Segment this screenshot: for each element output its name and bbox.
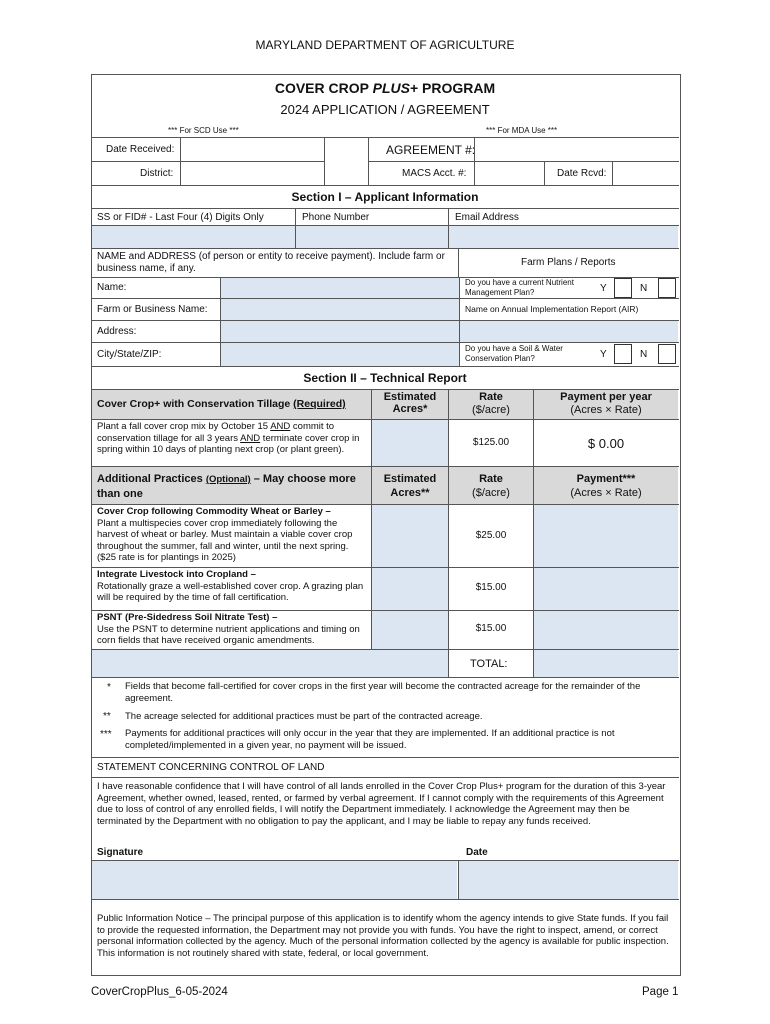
livestock-rate: $15.00 — [475, 582, 507, 593]
payment-header: Payment per year (Acres × Rate) — [560, 391, 652, 416]
note-3-mark: *** — [100, 729, 112, 740]
email-input[interactable] — [449, 226, 678, 248]
mda-use-label: *** For MDA Use *** — [486, 126, 558, 135]
payment2-header: Payment*** (Acres × Rate) — [570, 473, 642, 499]
note-1-mark: * — [107, 682, 111, 693]
program-subtitle: 2024 APPLICATION / AGREEMENT — [280, 102, 490, 117]
agreement-number-label: AGREEMENT #: — [386, 143, 476, 157]
page-number: Page 1 — [642, 986, 679, 998]
rate-header: Rate ($/acre) — [472, 391, 510, 416]
practice-psnt: PSNT (Pre-Sidedress Soil Nitrate Test) – Use the PSNT to determine nutrient applications and timing on corn fields that have received organic amendments. — [97, 612, 360, 646]
psnt-rate: $15.00 — [475, 623, 507, 634]
ss-fid-label: SS or FID# - Last Four (4) Digits Only — [97, 212, 264, 223]
total-payment[interactable] — [534, 650, 678, 677]
date-label: Date — [466, 847, 488, 858]
total-label: TOTAL: — [470, 658, 508, 670]
section-2-title: Section II – Technical Report — [303, 371, 467, 385]
farm-name-label: Farm or Business Name: — [97, 304, 208, 315]
date-rcvd-label: Date Rcvd: — [557, 168, 607, 179]
signature-field[interactable] — [92, 861, 457, 899]
phone-label: Phone Number — [302, 212, 370, 223]
date-received-label: Date Received: — [106, 144, 175, 155]
est-acres-header: Estimated Acres* — [383, 391, 437, 415]
city-label: City/State/ZIP: — [97, 349, 162, 360]
city-input[interactable] — [221, 343, 459, 366]
agreement-number-field[interactable] — [475, 138, 678, 160]
scp-question: Do you have a Soil & Water Conservation Plan? — [465, 344, 563, 363]
psnt-payment[interactable] — [534, 611, 678, 649]
air-name-input[interactable] — [460, 321, 678, 342]
name-label: Name: — [97, 282, 127, 293]
ct-header: Cover Crop+ with Conservation Tillage (Required) — [97, 398, 346, 410]
public-information-notice: Public Information Notice – The principal purpose of this application is to identify whom the agency intends to give State funds. If you fail to provide the requested information, the Department may not provide you with funds. You have the right to inspect, amend, or correct personal information collected by the agency. Much of the personal information collected by the agency is available for public inspection. This information is not routinely shared with state, federal, or local government. — [97, 913, 669, 959]
scp-no-label: N — [640, 349, 648, 360]
doc-id: CoverCropPlus_6-05-2024 — [91, 986, 228, 998]
note-2-text: The acreage selected for additional practices must be part of the contracted acreage. — [125, 711, 483, 722]
rate2-header: Rate ($/acre) — [472, 473, 510, 499]
farm-plans-label: Farm Plans / Reports — [521, 257, 616, 268]
nmp-no-label: N — [640, 283, 648, 294]
nmp-question: Do you have a current Nutrient Management Plan? — [465, 278, 574, 297]
practice-livestock: Integrate Livestock into Cropland – Rotationally graze a well-established cover crop. A grazing plan will be required by the time of fall certification. — [97, 569, 364, 603]
phone-input[interactable] — [296, 226, 448, 248]
section-1-title: Section I – Applicant Information — [291, 190, 479, 204]
note-1-text: Fields that become fall-certified for cover crops in the first year will become the contracted acreage for the remainder of the agreement. — [125, 681, 641, 704]
address-label: Address: — [97, 326, 137, 337]
email-label: Email Address — [455, 212, 519, 223]
nmp-yes-checkbox[interactable] — [614, 278, 632, 298]
additional-practices-header: Additional Practices (Optional) – May choose more than one — [97, 473, 356, 500]
district-label: District: — [140, 168, 174, 179]
nmp-no-checkbox[interactable] — [658, 278, 676, 298]
control-text: I have reasonable confidence that I will have control of all lands enrolled in the Cover Crop Plus+ program for the duration of this 3-year Agreement, whether owned, leased, rented, or farmed by verbal agreement. If I cannot comply with the requirements of this Agreement due to loss of control of any enrolled fields, I will notify the Department immediately. I acknowledge the Agreement may then be terminated by the Department with no obligation to pay the applicant, and I may be liable to repay any funds received. — [97, 781, 666, 827]
ct-payment: $ 0.00 — [587, 436, 625, 451]
program-title: COVER CROP PLUS+ PROGRAM — [274, 80, 496, 96]
date-rcvd-field[interactable] — [613, 162, 678, 184]
livestock-acres-input[interactable] — [372, 568, 448, 610]
date-received-field[interactable] — [181, 138, 323, 160]
farm-name-input[interactable] — [221, 299, 459, 320]
ct-rate: $125.00 — [472, 437, 510, 448]
macs-acct-label: MACS Acct. #: — [402, 168, 467, 179]
air-label: Name on Annual Implementation Report (AIR) — [465, 304, 639, 314]
wheat-barley-acres-input[interactable] — [372, 505, 448, 567]
practice-wheat-barley: Cover Crop following Commodity Wheat or Barley – Plant a multispecies cover crop immediately following the harvest of wheat or barley. Must maintain a viable cover crop throughout the summer, fall and winter, until the next spring. ($25 rate is for plantings in 2025) — [97, 506, 353, 563]
note-3-text: Payments for additional practices will only occur in the year that they are implemented. If an additional practice is not completed/implemented in a given year, no payment will be issued. — [125, 728, 615, 751]
ss-fid-input[interactable] — [92, 226, 295, 248]
scp-yes-checkbox[interactable] — [614, 344, 632, 364]
signature-label: Signature — [97, 847, 144, 858]
psnt-acres-input[interactable] — [372, 611, 448, 649]
wheat-barley-payment[interactable] — [534, 505, 678, 567]
livestock-payment[interactable] — [534, 568, 678, 610]
ct-acres-input[interactable] — [372, 420, 448, 466]
ct-description: Plant a fall cover crop mix by October 15 AND commit to conservation tillage for all 3 years AND terminate cover crop in spring within 10 days of planting next crop (or plant green). — [97, 421, 360, 455]
nmp-yes-label: Y — [600, 283, 607, 294]
address-input[interactable] — [221, 321, 459, 342]
scd-use-label: *** For SCD Use *** — [168, 126, 239, 135]
control-title: STATEMENT CONCERNING CONTROL OF LAND — [97, 762, 325, 773]
macs-acct-field[interactable] — [475, 162, 543, 184]
wheat-barley-rate: $25.00 — [475, 530, 507, 541]
name-address-note: NAME and ADDRESS (of person or entity to receive payment). Include farm or business name, if any. — [97, 251, 445, 274]
name-input[interactable] — [221, 278, 459, 298]
date-field[interactable] — [459, 861, 678, 899]
scp-no-checkbox[interactable] — [658, 344, 676, 364]
scp-yes-label: Y — [600, 349, 607, 360]
agency-name: MARYLAND DEPARTMENT OF AGRICULTURE — [255, 38, 515, 52]
note-2-mark: ** — [103, 711, 111, 722]
est-acres2-header: Estimated Acres** — [383, 473, 437, 499]
district-field[interactable] — [181, 162, 323, 184]
